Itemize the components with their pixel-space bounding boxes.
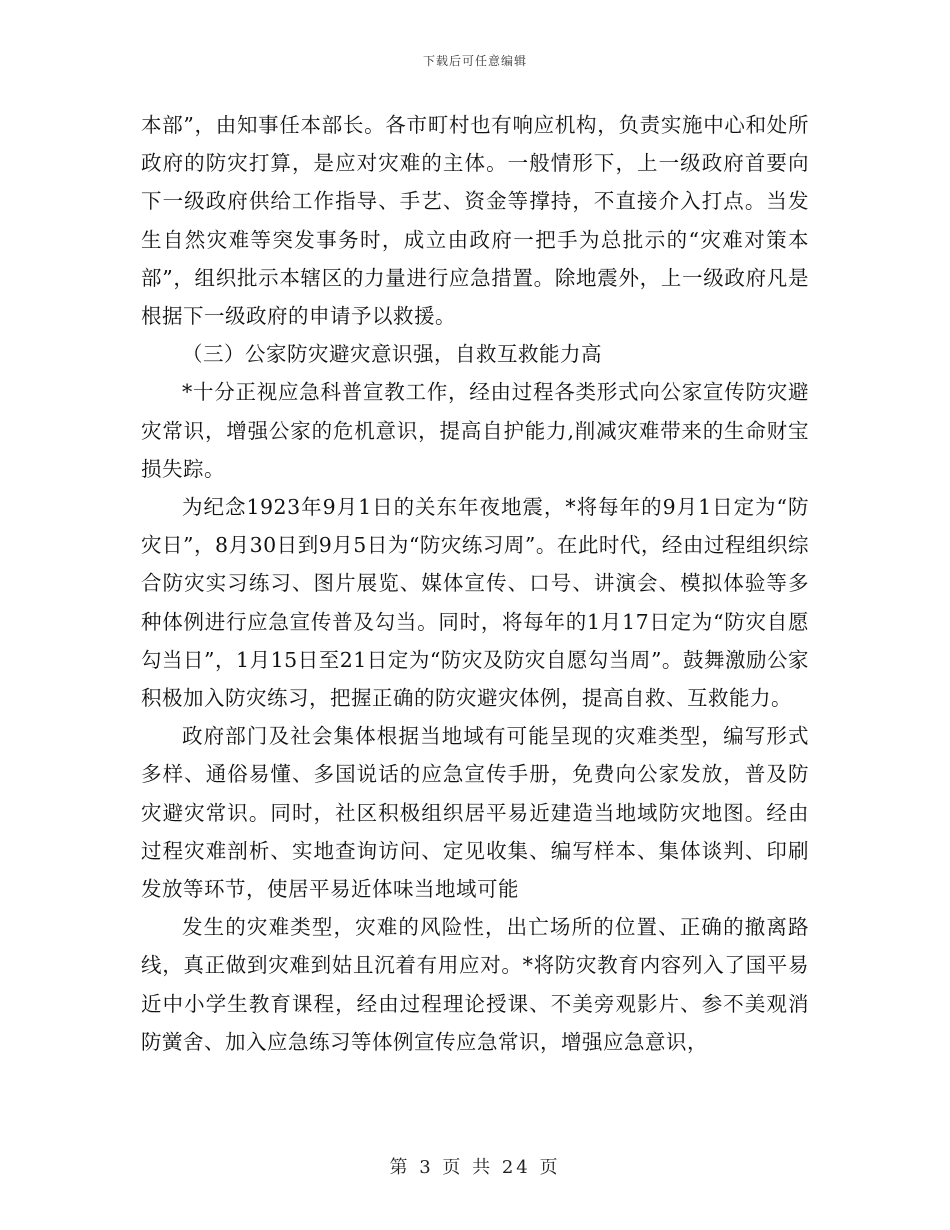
page-header: 下载后可任意编辑: [422, 54, 527, 68]
paragraph-3: 为纪念1923年9月1日的关东年夜地震，*将每年的9月1日定为“防灾日”，8月30日到9月5日为“防灾练习周”。在此时代，经由过程组织综合防灾实习练习、图片展览、媒体宣传、口号、讲演会、模拟体验等多种体例进行应急宣传普及勾当。同时，将每年的1月17日定为“防灾自愿勾当日”，1月15日至21日定为“防灾及防灾自愿勾当周”。鼓舞激励公家积极加入防灾练习，把握正确的防灾避灾体例，提高自救、互救能力。: [141, 495, 809, 711]
paragraph-5: 发生的灾难类型，灾难的风险性，出亡场所的位置、正确的撤离路线，真正做到灾难到姑且沉着有用应对。*将防灾教育内容列入了国平易近中小学生教育课程，经由过程理论授课、不美旁观影片、参不美观消防黉舍、加入应急练习等体例宣传应急常识，增强应急意识，: [141, 915, 809, 1054]
page-number-footer: 第 3 页 共 24 页: [389, 1157, 561, 1178]
section-heading: （三）公家防灾避灾意识强，自救互救能力高: [182, 342, 602, 367]
paragraph-2: *十分正视应急科普宣教工作，经由过程各类形式向公家宣传防灾避灾常识，增强公家的危机意识，提高自护能力,削减灾难带来的生命财宝损失踪。: [141, 380, 809, 481]
paragraph-4: 政府部门及社会集体根据当地域有可能呈现的灾难类型，编写形式多样、通俗易懂、多国说话的应急宣传手册，免费向公家发放，普及防灾避灾常识。同时，社区积极组织居平易近建造当地域防灾地图。经由过程灾难剖析、实地查询访问、定见收集、编写样本、集体谈判、印刷发放等环节，使居平易近体味当地域可能: [141, 724, 809, 902]
paragraph-1: 本部”，由知事任本部长。各市町村也有响应机构，负责实施中心和处所政府的防灾打算，是应对灾难的主体。一般情形下，上一级政府首要向下一级政府供给工作指导、手艺、资金等撑持，不直接介入打点。当发生自然灾难等突发事务时，成立由政府一把手为总批示的“灾难对策本部”，组织批示本辖区的力量进行应急措置。除地震外，上一级政府凡是根据下一级政府的申请予以救援。: [141, 113, 809, 329]
document-body: [141, 106, 809, 1061]
